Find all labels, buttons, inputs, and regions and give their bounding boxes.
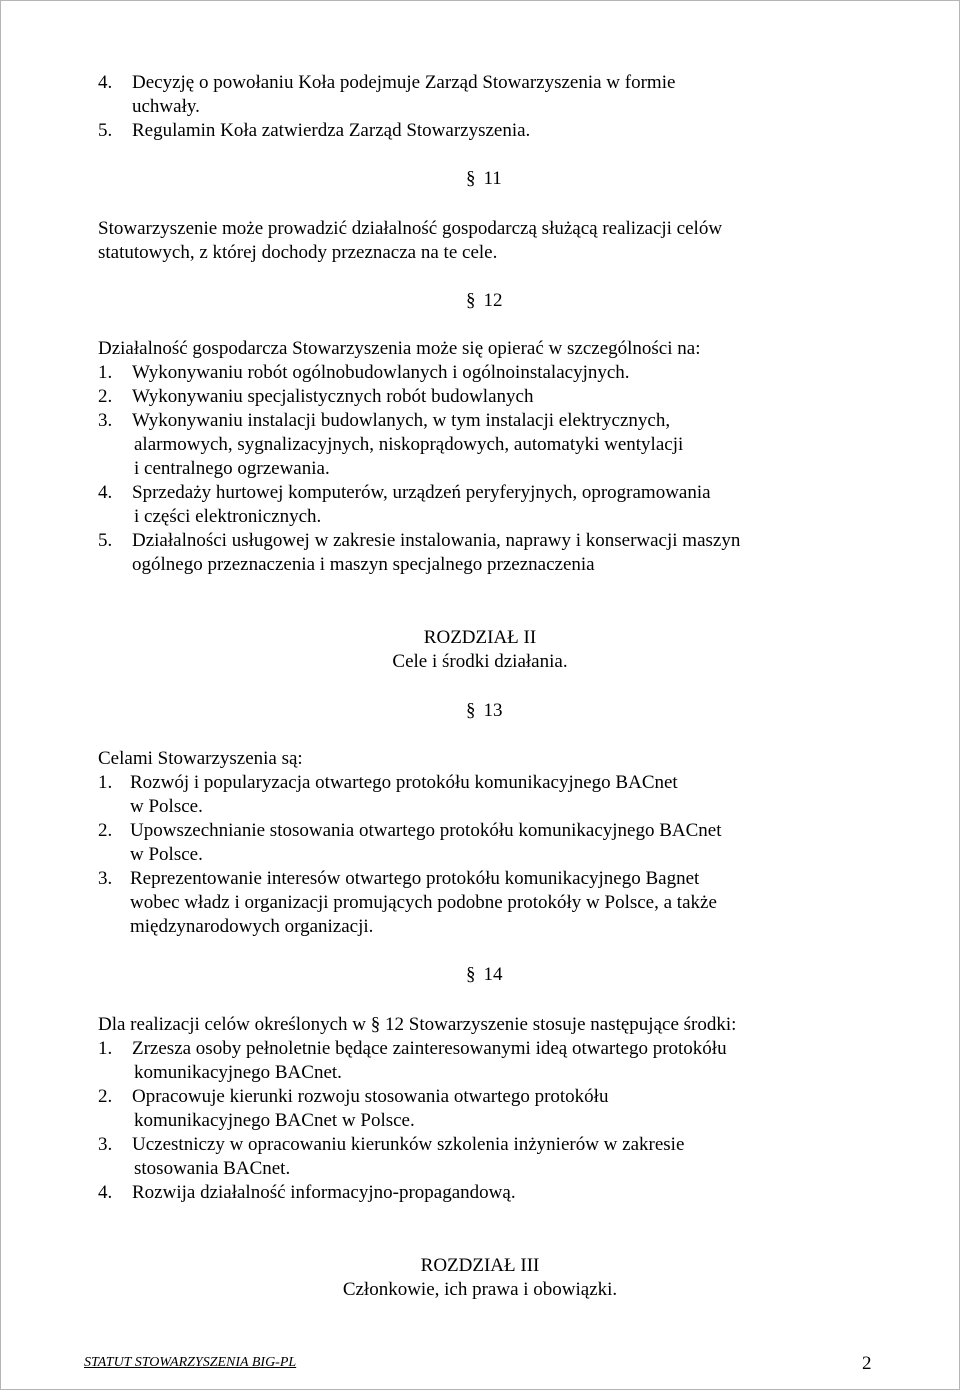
chapter-subtitle: Członkowie, ich prawa i obowiązki. [342, 1279, 618, 1300]
list-item-line: Rozwija działalność informacyjno-propagandową. [132, 1182, 516, 1203]
list-item-line: Wykonywaniu robót ogólnobudowlanych i ogólnoinstalacyjnych. [132, 362, 630, 383]
list-item-line: Decyzję o powołaniu Koła podejmuje Zarząd Stowarzyszenia w formie [132, 72, 676, 93]
list-number: 1. [98, 362, 113, 383]
footer-title: STATUT STOWARZYSZENIA BIG-PL [84, 1355, 297, 1370]
list-number: 2. [98, 1086, 113, 1107]
paragraph-sign-icon: § [466, 290, 476, 311]
list-number: 5. [98, 530, 113, 551]
list-item-line: Wykonywaniu specjalistycznych robót budowlanych [132, 386, 534, 407]
list-item-line: stosowania BACnet. [134, 1158, 291, 1179]
list-item-line: Zrzesza osoby pełnoletnie będące zainteresowanymi ideą otwartego protokółu [132, 1038, 727, 1059]
list-item-line: Rozwój i popularyzacja otwartego protokółu komunikacyjnego BACnet [130, 772, 678, 793]
list-item-line: i części elektronicznych. [134, 506, 322, 527]
chapter-subtitle: Cele i środki działania. [392, 651, 568, 672]
list-number: 3. [98, 1134, 113, 1155]
section-heading-11 [466, 168, 502, 190]
list-number: 5. [98, 120, 113, 141]
list-item-line: ogólnego przeznaczenia i maszyn specjalnego przeznaczenia [132, 554, 595, 575]
list-item-line: Sprzedaży hurtowej komputerów, urządzeń peryferyjnych, oprogramowania [132, 482, 711, 503]
list-item-line: w Polsce. [130, 796, 203, 817]
paragraph-sign-icon: § [466, 168, 476, 189]
list-item-line: Opracowuje kierunki rozwoju stosowania otwartego protokółu [132, 1086, 609, 1107]
list-item-line: Upowszechnianie stosowania otwartego protokółu komunikacyjnego BACnet [130, 820, 722, 841]
section-intro: Celami Stowarzyszenia są: [98, 748, 303, 769]
list-item-line: Reprezentowanie interesów otwartego protokółu komunikacyjnego Bagnet [130, 868, 700, 889]
list-number: 1. [98, 1038, 113, 1059]
list-number: 4. [98, 72, 113, 93]
intro-text: Dla realizacji celów określonych w [98, 1014, 366, 1035]
paragraph-text: Stowarzyszenie może prowadzić działalność gospodarczą służącą realizacji celów [98, 218, 723, 239]
section-intro [98, 1014, 736, 1036]
list-item-line: uchwały. [132, 96, 200, 117]
list-number: 3. [98, 868, 113, 889]
list-item-line: Działalności usługowej w zakresie instalowania, naprawy i konserwacji maszyn [132, 530, 741, 551]
list-item-line: komunikacyjnego BACnet. [134, 1062, 342, 1083]
section-number: 14 [483, 964, 503, 985]
section-heading-12 [466, 290, 503, 312]
intro-text: Stowarzyszenie stosuje następujące środki: [408, 1014, 737, 1035]
list-number: 4. [98, 482, 113, 503]
chapter-title: ROZDZIAŁ II [423, 627, 537, 648]
list-item-line: wobec władz i organizacji promujących podobne protokóły w Polsce, a także [130, 892, 717, 913]
list-number: 2. [98, 386, 113, 407]
list-item-line: Uczestniczy w opracowaniu kierunków szkolenia inżynierów w zakresie [132, 1134, 685, 1155]
paragraph-sign-icon: § [466, 700, 476, 721]
list-number: 1. [98, 772, 113, 793]
list-item-line: międzynarodowych organizacji. [130, 916, 374, 937]
paragraph-sign-icon: § [370, 1014, 381, 1035]
list-item-line: i centralnego ogrzewania. [134, 458, 330, 479]
section-number: 11 [483, 168, 502, 189]
section-reference: 12 [385, 1014, 404, 1035]
paragraph-sign-icon: § [466, 964, 476, 985]
list-item-line: Wykonywaniu instalacji budowlanych, w tym instalacji elektrycznych, [132, 410, 671, 431]
list-number: 2. [98, 820, 113, 841]
list-item-line: komunikacyjnego BACnet w Polsce. [134, 1110, 415, 1131]
section-heading-13 [466, 700, 503, 722]
list-item-line: alarmowych, sygnalizacyjnych, niskoprądowych, automatyki wentylacji [134, 434, 684, 455]
page-number: 2 [862, 1353, 872, 1374]
list-number: 3. [98, 410, 113, 431]
section-heading-14 [466, 964, 503, 986]
section-number: 12 [483, 290, 503, 311]
section-intro: Działalność gospodarcza Stowarzyszenia może się opierać w szczególności na: [98, 338, 701, 359]
list-item-line: w Polsce. [130, 844, 203, 865]
list-number: 4. [98, 1182, 113, 1203]
paragraph-text: statutowych, z której dochody przeznacza na te cele. [98, 242, 498, 263]
list-item-line: Regulamin Koła zatwierdza Zarząd Stowarzyszenia. [132, 120, 531, 141]
chapter-title: ROZDZIAŁ III [420, 1255, 540, 1276]
section-number: 13 [483, 700, 503, 721]
